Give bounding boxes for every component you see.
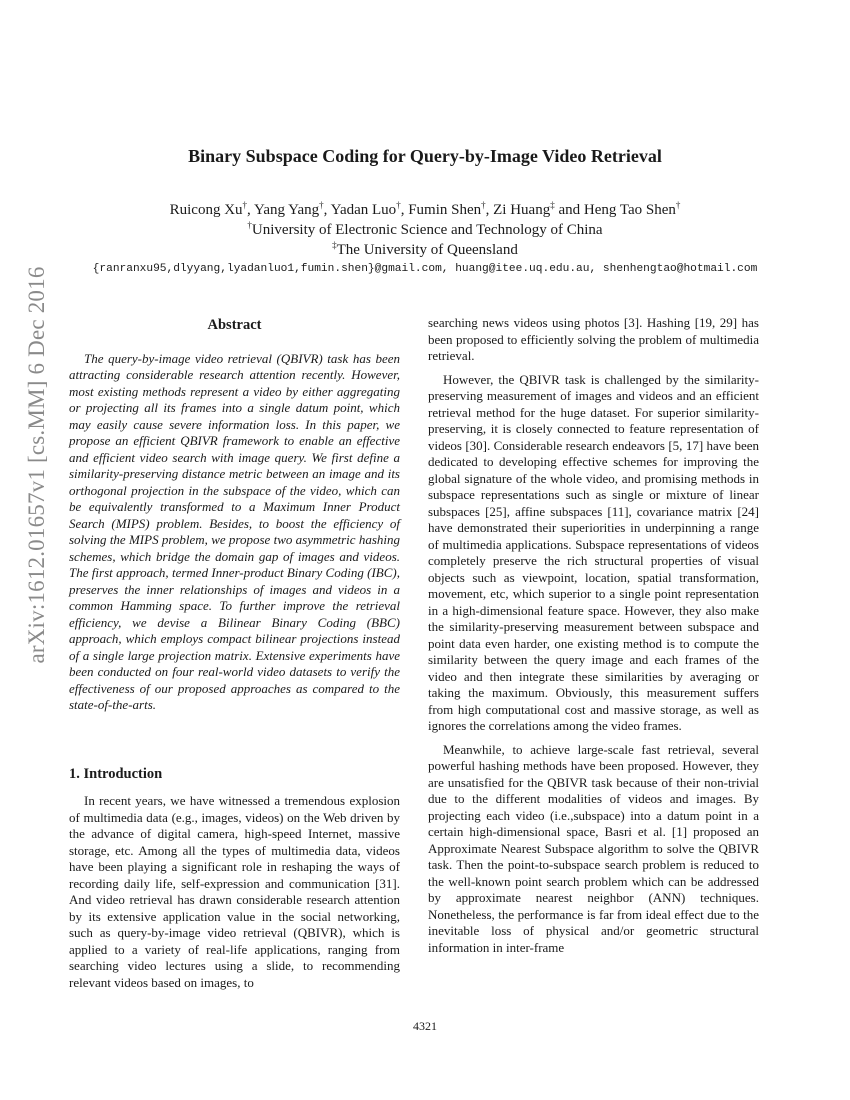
section-heading-introduction: 1. Introduction	[69, 766, 163, 782]
page-number: 4321	[413, 1019, 437, 1033]
author-name: Fumin Shen	[408, 202, 482, 218]
author-list: Ruicong Xu†, Yang Yang†, Yadan Luo†, Fumin Shen†, Zi Huang‡ and Heng Tao Shen†	[169, 200, 681, 218]
affiliation-mark: †	[242, 200, 248, 210]
author-name: Yang Yang	[254, 202, 320, 218]
abstract-text: The query-by-image video retrieval (QBIVR) task has been attracting considerable research attention recently. However, most existing methods represent a video by either aggregating or projecting all its frames into a single datum point, which may easily cause severe information loss. In this paper, we propose an efficient QBIVR framework to enable an effective and efficient video search with image query. We first define a similarity-preserving distance metric between an image and its orthogonal projection in the subspace of the video, which can be equivalently transformed to a Maximum Inner Product Search (MIPS) problem. Besides, to boost the efficiency of solving the MIPS problem, we propose two asymmetric hashing schemes, which bridge the domain gap of images and videos. The first approach, termed Inner-product Binary Coding (IBC), preserves the inner relationships of images and videos in a common Hamming space. To further improve the retrieval efficiency, we devise a Bilinear Binary Coding (BBC) approach, which employs compact bilinear projections instead of a single large projection matrix. Extensive experiments have been conducted on four real-world video datasets to verify the effectiveness of our proposed approaches as compared to the state-of-the-arts.	[69, 350, 400, 712]
author-name: Ruicong Xu	[169, 202, 243, 218]
affiliation-mark: †	[396, 200, 401, 210]
introduction-paragraph: In recent years, we have witnessed a tremendous explosion of multimedia data (e.g., images, videos) on the Web driven by the advance of digital camera, high-speed Internet, massive storage, etc. Among all the types of multimedia data, videos have been playing a significant role in reshaping the ways of recording daily life, self-expression and communication [31]. And video retrieval has drawn considerable research attention by its extensive application value in the social networking, such as query-by-image video retrieval (QBIVR), which is applied to a variety of real-life applications, ranging from searching video lectures using a slide, to recommending relevant videos based on images, to	[69, 793, 400, 990]
authors-block	[0, 200, 850, 260]
affiliation-mark: †	[319, 200, 324, 210]
body-paragraph: Meanwhile, to achieve large-scale fast retrieval, several powerful hashing methods have been proposed. However, they are unsatisfied for the QBIVR task because of their non-trivial due to the different modalities of videos and images. By projecting each video (i.e.,subspace) into a datum point in a certain high-dimensional space, Basri et al. [1] proposed an Approximate Nearest Subspace algorithm to solve the QBIVR task. Then the point-to-subspace search problem is reduced to the well-known point search problem which can be addressed by approximate nearest neighbor (ANN) techniques. Nonetheless, the performance is far from ideal effect due to the inevitable loss of physical and/or geometric structural information in inter-frame	[428, 741, 759, 955]
paper-title: Binary Subspace Coding for Query-by-Image Video Retrieval	[188, 146, 662, 166]
right-column	[428, 315, 759, 963]
affiliation-mark: †	[247, 220, 252, 230]
body-paragraph: searching news videos using photos [3]. Hashing [19, 29] has been proposed to efficiently solving the problem of multimedia retrieval.	[428, 315, 759, 363]
affiliation-mark: ‡	[550, 200, 555, 210]
left-column	[69, 315, 400, 990]
affiliation-mark: †	[675, 200, 681, 210]
author-connector: and	[558, 202, 581, 218]
body-paragraph: However, the QBIVR task is challenged by the similarity-preserving measurement of images and videos and an efficient retrieval method for the huge dataset. For superior similarity-preserving, it is closely connected to feature representation of videos [30]. Considerable research endeavors [5, 17] have been dedicated to developing effective schemes for improving the global signature of the whole video, and promising methods in subspace representations such as single or mixture of linear subspaces [25], affine subspaces [11], covariance matrix [24] have demonstrated their superiorities in underpinning a range of multimedia applications. Subspace representations of videos completely preserve the rich structural properties of visual objects such as viewpoint, location, spatial transformation, movement, etc, which superior to a single point representation in a high-dimensional feature space. However, they also make the similarity-preserving measurement between subspace and point data even harder, one existing method is to compute the similarity between the query image and each frames of the video and then integrate these similarities by averaging or taking the maximum. Obviously, this measurement suffers from high computational cost and massive storage, as well as ignores the correlations among the video frames.	[428, 371, 759, 733]
affiliation-mark: ‡	[332, 240, 337, 250]
affiliation-uq: ‡The University of Queensland	[332, 240, 518, 258]
author-name: Zi Huang	[493, 202, 551, 218]
author-name: Yadan Luo	[330, 202, 397, 218]
arxiv-identifier-stamp: arXiv:1612.01657v1 [cs.MM] 6 Dec 2016	[24, 266, 49, 664]
author-emails: {ranranxu95,dlyyang,lyadanluo1,fumin.shen}@gmail.com, huang@itee.uq.edu.au, shenhengtao@hotmail.com	[92, 263, 758, 275]
author-name: Heng Tao Shen	[583, 202, 676, 218]
abstract-heading: Abstract	[207, 317, 262, 333]
affiliation-uestc: †University of Electronic Science and Technology of China	[247, 220, 603, 238]
affiliation-mark: †	[481, 200, 486, 210]
